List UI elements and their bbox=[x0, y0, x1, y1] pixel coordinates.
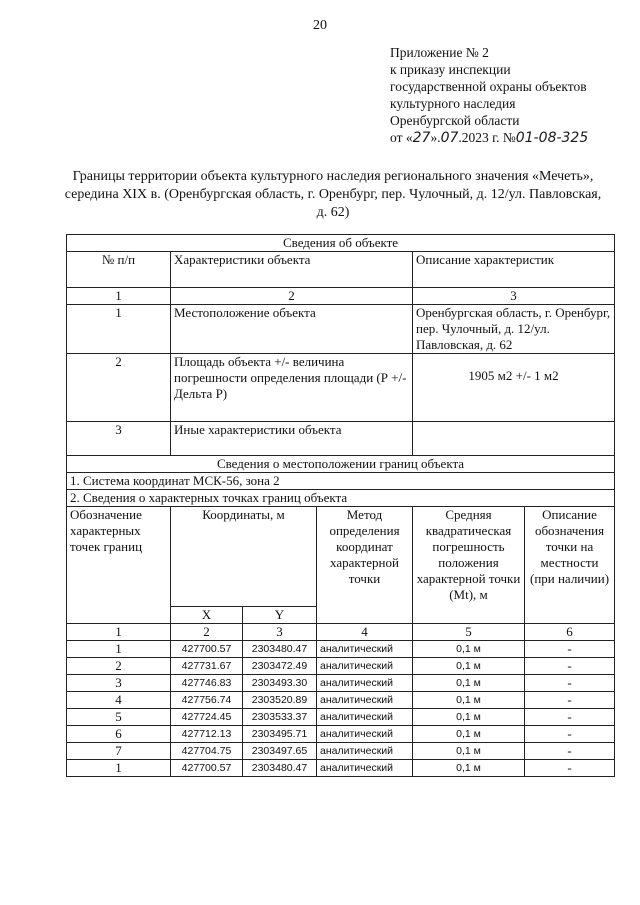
method-cell: аналитический bbox=[317, 743, 413, 760]
appendix-line: к приказу инспекции bbox=[390, 62, 511, 77]
appendix-line: государственной охраны объектов bbox=[390, 79, 587, 94]
characteristic-name: Иные характеристики объекта bbox=[171, 422, 413, 456]
y-coordinate: 2303480.47 bbox=[243, 641, 317, 658]
table-row bbox=[67, 658, 615, 675]
error-cell: 0,1 м bbox=[413, 692, 525, 709]
x-coordinate: 427731.67 bbox=[171, 658, 243, 675]
error-cell: 0,1 м bbox=[413, 641, 525, 658]
appendix-line: Приложение № 2 bbox=[390, 45, 489, 60]
description-cell: - bbox=[525, 641, 615, 658]
col-point-header: Обозначение характерных точек границ bbox=[67, 507, 171, 624]
col-error-header: Средняя квадратическая погрешность положения характерной точки (Mt), м bbox=[413, 507, 525, 624]
x-coordinate: 427746.83 bbox=[171, 675, 243, 692]
date-prefix: от « bbox=[390, 130, 413, 145]
point-number: 3 bbox=[67, 675, 171, 692]
method-cell: аналитический bbox=[317, 641, 413, 658]
index-cell: 5 bbox=[413, 624, 525, 641]
index-cell: 3 bbox=[243, 624, 317, 641]
characteristic-value bbox=[413, 422, 615, 456]
description-cell: - bbox=[525, 760, 615, 777]
row-number: 3 bbox=[67, 422, 171, 456]
point-number: 5 bbox=[67, 709, 171, 726]
coordinate-system: 1. Система координат МСК-56, зона 2 bbox=[67, 473, 615, 490]
appendix-line: культурного наследия bbox=[390, 96, 516, 111]
col-desc-header: Описание обозначения точки на местности (при наличии) bbox=[525, 507, 615, 624]
table-row bbox=[67, 692, 615, 709]
index-cell: 4 bbox=[317, 624, 413, 641]
method-cell: аналитический bbox=[317, 760, 413, 777]
error-cell: 0,1 м bbox=[413, 743, 525, 760]
table-row bbox=[67, 760, 615, 777]
points-title: 2. Сведения о характерных точках границ объекта bbox=[67, 490, 615, 507]
y-coordinate: 2303480.47 bbox=[243, 760, 317, 777]
description-cell: - bbox=[525, 675, 615, 692]
method-cell: аналитический bbox=[317, 726, 413, 743]
index-cell: 1 bbox=[67, 288, 171, 305]
document-title: Границы территории объекта культурного наследия регионального значения «Мечеть», середина XIX в. (Оренбургская область, г. Оренбург, пер. Чулочный, д. 12/ул. Павловская, д. 62) bbox=[64, 169, 602, 220]
error-cell: 0,1 м bbox=[413, 726, 525, 743]
index-cell: 6 bbox=[525, 624, 615, 641]
x-coordinate: 427704.75 bbox=[171, 743, 243, 760]
appendix-block bbox=[390, 44, 630, 147]
error-cell: 0,1 м bbox=[413, 675, 525, 692]
points-body bbox=[67, 641, 615, 777]
order-date-line bbox=[390, 129, 630, 147]
x-coordinate: 427712.13 bbox=[171, 726, 243, 743]
y-coordinate: 2303493.30 bbox=[243, 675, 317, 692]
col-characteristics-header: Характеристики объекта bbox=[171, 252, 413, 288]
x-coordinate: 427700.57 bbox=[171, 760, 243, 777]
date-mid: ». bbox=[430, 130, 441, 145]
error-cell: 0,1 м bbox=[413, 760, 525, 777]
index-cell: 2 bbox=[171, 288, 413, 305]
point-number: 7 bbox=[67, 743, 171, 760]
object-table bbox=[66, 234, 615, 777]
table-row bbox=[67, 726, 615, 743]
point-number: 2 bbox=[67, 658, 171, 675]
index-cell: 2 bbox=[171, 624, 243, 641]
appendix-line: Оренбургской области bbox=[390, 113, 520, 128]
index-cell: 3 bbox=[413, 288, 615, 305]
x-coordinate: 427756.74 bbox=[171, 692, 243, 709]
x-coordinate: 427724.45 bbox=[171, 709, 243, 726]
col-coordinates-header: Координаты, м bbox=[171, 507, 317, 607]
x-coordinate: 427700.57 bbox=[171, 641, 243, 658]
table-row bbox=[67, 709, 615, 726]
year-text: .2023 г. № bbox=[458, 130, 516, 145]
table-row bbox=[67, 743, 615, 760]
y-coordinate: 2303533.37 bbox=[243, 709, 317, 726]
section-title-object: Сведения об объекте bbox=[67, 235, 615, 252]
table-row bbox=[67, 675, 615, 692]
error-cell: 0,1 м bbox=[413, 658, 525, 675]
handwritten-day: 27 bbox=[412, 130, 431, 146]
error-cell: 0,1 м bbox=[413, 709, 525, 726]
handwritten-order-number: 01-08-325 bbox=[515, 130, 589, 146]
description-cell: - bbox=[525, 658, 615, 675]
point-number: 1 bbox=[67, 760, 171, 777]
row-number: 1 bbox=[67, 305, 171, 354]
description-cell: - bbox=[525, 692, 615, 709]
page-number: 20 bbox=[313, 18, 327, 33]
y-coordinate: 2303497.65 bbox=[243, 743, 317, 760]
y-header: Y bbox=[243, 607, 317, 624]
method-cell: аналитический bbox=[317, 675, 413, 692]
y-coordinate: 2303472.49 bbox=[243, 658, 317, 675]
characteristic-name: Площадь объекта +/- величина погрешности определения площади (Р +/- Дельта Р) bbox=[171, 354, 413, 422]
y-coordinate: 2303520.89 bbox=[243, 692, 317, 709]
point-number: 1 bbox=[67, 641, 171, 658]
y-coordinate: 2303495.71 bbox=[243, 726, 317, 743]
col-description-header: Описание характеристик bbox=[413, 252, 615, 288]
col-number-header: № п/п bbox=[67, 252, 171, 288]
characteristic-value: 1905 м2 +/- 1 м2 bbox=[413, 354, 615, 422]
index-cell: 1 bbox=[67, 624, 171, 641]
method-cell: аналитический bbox=[317, 658, 413, 675]
row-number: 2 bbox=[67, 354, 171, 422]
point-number: 6 bbox=[67, 726, 171, 743]
description-cell: - bbox=[525, 726, 615, 743]
description-cell: - bbox=[525, 709, 615, 726]
col-method-header: Метод определения координат характерной точки bbox=[317, 507, 413, 624]
method-cell: аналитический bbox=[317, 709, 413, 726]
handwritten-month: 07 bbox=[440, 130, 459, 146]
description-cell: - bbox=[525, 743, 615, 760]
x-header: X bbox=[171, 607, 243, 624]
characteristic-value: Оренбургская область, г. Оренбург, пер. Чулочный, д. 12/ул. Павловская, д. 62 bbox=[413, 305, 615, 354]
point-number: 4 bbox=[67, 692, 171, 709]
table-row bbox=[67, 641, 615, 658]
section-title-location: Сведения о местоположении границ объекта bbox=[67, 456, 615, 473]
method-cell: аналитический bbox=[317, 692, 413, 709]
characteristic-name: Местоположение объекта bbox=[171, 305, 413, 354]
